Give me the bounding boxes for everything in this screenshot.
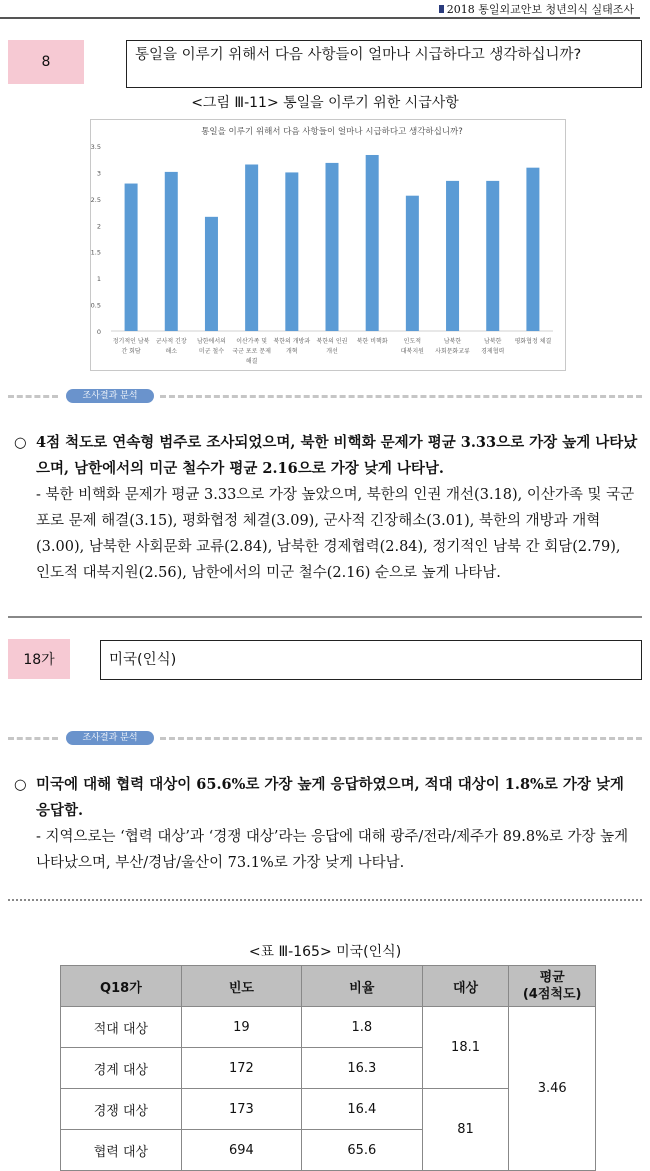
question-box: [100, 640, 642, 680]
ratio-cell: 16.3: [301, 1048, 422, 1089]
frequency-cell: 19: [181, 1007, 301, 1048]
column-header: Q18가: [61, 966, 182, 1007]
x-tick-label: 개선: [326, 348, 338, 355]
ratio-cell: 65.6: [301, 1130, 422, 1171]
bullet-icon: ○: [14, 435, 27, 451]
dashed-rule: [8, 737, 58, 740]
table-row: [61, 1007, 596, 1048]
bar: [326, 163, 339, 331]
row-label: 경쟁 대상: [61, 1089, 182, 1130]
x-tick-label: 남북한: [484, 338, 502, 345]
dashed-rule: [160, 737, 642, 740]
average-cell: 3.46: [509, 1007, 596, 1171]
analysis-label: 조사결과 분석: [66, 389, 154, 403]
analysis-summary-1: [14, 430, 638, 586]
y-tick-label: 2.5: [91, 195, 101, 204]
chart-title: 통일을 이루기 위해서 다음 사항들이 얼마나 시급하다고 생각하십니까?: [201, 127, 463, 137]
row-label: 경계 대상: [61, 1048, 182, 1089]
y-tick-label: 0: [96, 328, 101, 336]
x-tick-label: 북한의 인권: [316, 338, 348, 345]
bar: [366, 155, 379, 331]
page-header: [0, 0, 640, 19]
x-tick-label: 평화협정 체결: [514, 338, 552, 345]
group-cell: 18.1: [422, 1007, 509, 1089]
y-tick-label: 0.5: [91, 301, 101, 310]
data-table: [60, 965, 596, 1171]
y-tick-label: 1: [96, 275, 101, 284]
y-tick-label: 3: [96, 169, 101, 178]
row-label: 협력 대상: [61, 1130, 182, 1171]
bar: [165, 172, 178, 331]
x-tick-label: 개혁: [286, 348, 298, 355]
section-divider: [8, 616, 642, 618]
x-tick-label: 군사적 긴장: [155, 338, 187, 345]
row-label: 적대 대상: [61, 1007, 182, 1048]
table-caption: <표 Ⅲ-165> 미국(인식): [248, 944, 402, 960]
bar: [285, 172, 298, 331]
question-box: [126, 40, 642, 88]
analysis-divider: [8, 731, 642, 745]
x-tick-label: 인도적: [403, 338, 422, 345]
bar: [125, 184, 138, 331]
bar: [245, 165, 258, 332]
bar: [486, 181, 499, 331]
x-tick-label: 사회문화교류: [435, 348, 470, 355]
x-tick-label: 대북지원: [400, 348, 424, 355]
question-number-badge: [8, 639, 70, 679]
x-tick-label: 북한 비핵화: [356, 338, 388, 345]
x-tick-label: 미군 철수: [198, 348, 225, 355]
bullet-icon: ○: [14, 777, 27, 793]
column-header: 평균 (4점척도): [509, 966, 596, 1007]
column-header: 대상: [422, 966, 509, 1007]
x-tick-label: 정기적인 남북: [112, 338, 150, 345]
x-tick-label: 해결: [245, 358, 258, 365]
question-number: 8: [41, 54, 51, 70]
column-header: 비율: [301, 966, 422, 1007]
bar: [526, 168, 539, 331]
x-tick-label: 북한의 개방과: [273, 338, 311, 345]
header-square-icon: [439, 5, 444, 13]
x-tick-label: 이산가족 및: [236, 338, 268, 345]
ratio-cell: 1.8: [301, 1007, 422, 1048]
frequency-cell: 173: [181, 1089, 301, 1130]
group-cell: 81: [422, 1089, 509, 1171]
summary-text: 미국에 대해 협력 대상이 65.6%로 가장 높게 응답하였으며, 적대 대상이 1.8%로 가장 낮게 응답함.: [36, 776, 624, 819]
x-tick-label: 남북한: [443, 338, 462, 345]
x-tick-label: 경제협력: [481, 348, 505, 355]
y-tick-label: 2: [96, 222, 101, 231]
x-tick-label: 남한에서의: [196, 338, 226, 345]
bar: [446, 181, 459, 331]
bar: [406, 196, 419, 331]
column-header: 빈도: [181, 966, 301, 1007]
table-header-row: [61, 966, 596, 1007]
question-text: 미국(인식): [109, 652, 177, 668]
ratio-cell: 16.4: [301, 1089, 422, 1130]
header-title: 2018 통일외교안보 청년의식 실태조사: [446, 3, 634, 16]
analysis-label: 조사결과 분석: [66, 731, 154, 745]
section-divider: [8, 899, 642, 901]
bar: [205, 217, 218, 331]
question-number-badge: [8, 40, 84, 84]
summary-text: 4점 척도로 연속형 범주로 조사되었으며, 북한 비핵화 문제가 평균 3.33으로 가장 높게 나타났으며, 남한에서의 미군 철수가 평균 2.16으로 가장 낮게 나타남.: [36, 434, 638, 477]
question-text: 통일을 이루기 위해서 다음 사항들이 얼마나 시급하다고 생각하십니까?: [135, 47, 582, 63]
figure-caption: <그림 Ⅲ-11> 통일을 이루기 위한 시급사항: [191, 95, 459, 111]
x-tick-label: 해소: [165, 348, 178, 355]
question-number: 18가: [23, 652, 55, 668]
y-tick-label: 1.5: [91, 248, 101, 257]
detail-text: - 북한 비핵화 문제가 평균 3.33으로 가장 높았으며, 북한의 인권 개선(3.18), 이산가족 및 국군 포로 문제 해결(3.15), 평화협정 체결(3.09), 군사적 긴장해소(3.01), 북한의 개방과 개혁(3.00), 남북한 사회문화 교류(2.84), 남북한 경제협력(2.84), 정기적인 남북 간 회담(2.79), 인도적 대북지원(2.56), 남한에서의 미군 철수(2.16) 순으로 높게 나타남.: [36, 487, 635, 581]
dashed-rule: [8, 395, 58, 398]
y-tick-label: 3.5: [91, 143, 101, 151]
x-tick-label: 국군 포로 문제: [232, 348, 271, 355]
dashed-rule: [160, 395, 642, 398]
chart-frame: [90, 119, 566, 371]
frequency-cell: 694: [181, 1130, 301, 1171]
bar-chart: [91, 120, 565, 370]
analysis-divider: [8, 389, 642, 403]
detail-text: - 지역으로는 ‘협력 대상’과 ‘경쟁 대상’라는 응답에 대해 광주/전라/제주가 89.8%로 가장 높게 나타났으며, 부산/경남/울산이 73.1%로 가장 낮게 나타남.: [36, 829, 629, 871]
x-tick-label: 간 회담: [121, 348, 141, 355]
header-title-wrap: [439, 1, 634, 17]
analysis-summary-2: [14, 772, 638, 876]
frequency-cell: 172: [181, 1048, 301, 1089]
